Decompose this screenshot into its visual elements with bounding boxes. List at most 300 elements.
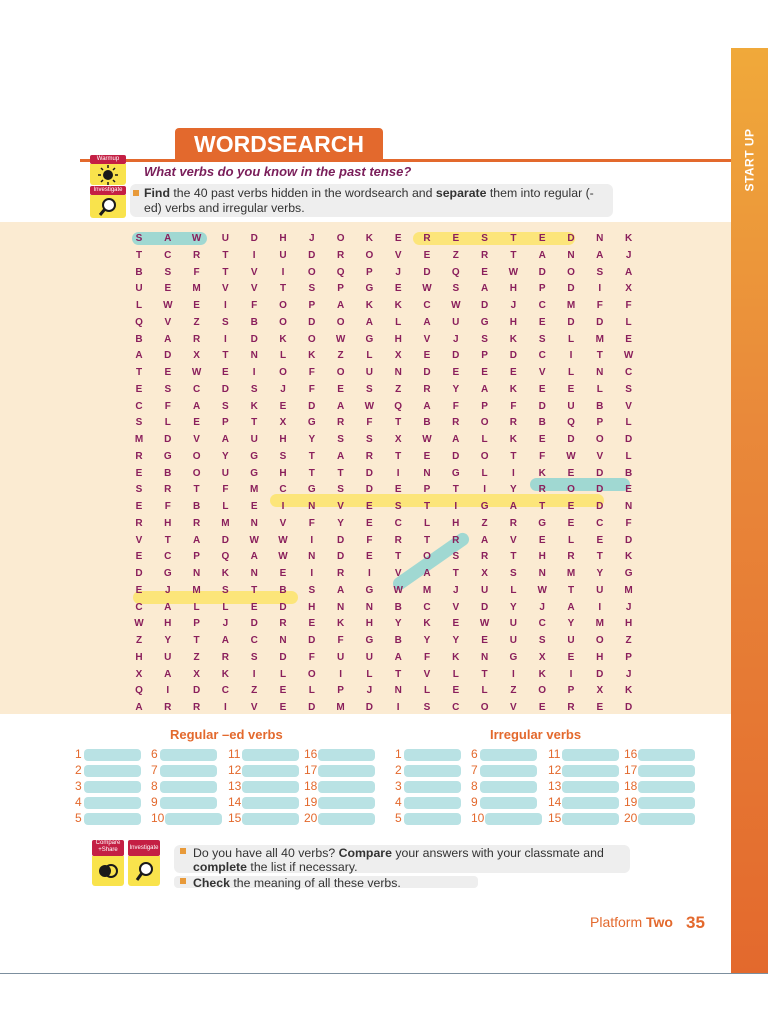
grid-letter[interactable]: A <box>336 400 345 412</box>
grid-letter[interactable]: L <box>625 417 632 429</box>
grid-letter[interactable]: J <box>395 266 401 278</box>
grid-letter[interactable]: E <box>538 383 546 395</box>
grid-letter[interactable]: R <box>423 383 431 395</box>
grid-letter[interactable]: D <box>538 266 546 278</box>
grid-letter[interactable]: K <box>394 300 402 311</box>
grid-letter[interactable]: Z <box>452 249 459 261</box>
grid-letter[interactable]: D <box>308 702 316 713</box>
grid-letter[interactable]: F <box>625 517 632 529</box>
grid-letter[interactable]: G <box>365 635 374 646</box>
grid-letter[interactable]: R <box>423 233 431 244</box>
grid-letter[interactable]: T <box>510 551 517 563</box>
grid-letter[interactable]: E <box>567 651 575 663</box>
grid-letter[interactable]: H <box>135 651 143 663</box>
grid-letter[interactable]: J <box>625 601 632 613</box>
grid-letter[interactable]: S <box>135 484 143 496</box>
grid-letter[interactable]: S <box>625 383 632 395</box>
grid-letter[interactable]: D <box>596 484 604 496</box>
grid-letter[interactable]: T <box>251 417 258 429</box>
grid-letter[interactable]: Z <box>193 651 200 663</box>
grid-letter[interactable]: Y <box>567 618 575 630</box>
grid-letter[interactable]: W <box>191 367 202 378</box>
grid-letter[interactable]: A <box>164 668 172 680</box>
grid-letter[interactable]: Y <box>308 434 316 445</box>
grid-letter[interactable]: W <box>249 534 259 546</box>
grid-letter[interactable]: J <box>309 233 315 244</box>
grid-letter[interactable]: X <box>394 350 402 362</box>
grid-letter[interactable]: C <box>624 367 633 378</box>
grid-letter[interactable]: L <box>279 350 287 362</box>
grid-letter[interactable]: M <box>192 283 201 295</box>
grid-letter[interactable]: M <box>250 484 259 496</box>
grid-letter[interactable]: A <box>164 333 172 345</box>
grid-letter[interactable]: T <box>395 668 402 680</box>
grid-letter[interactable]: D <box>279 601 287 613</box>
grid-letter[interactable]: U <box>452 316 460 328</box>
grid-letter[interactable]: L <box>366 668 373 680</box>
grid-letter[interactable]: S <box>250 383 258 395</box>
irregular-verb-blank[interactable] <box>562 797 619 809</box>
grid-letter[interactable]: R <box>452 417 460 429</box>
grid-letter[interactable]: H <box>164 618 172 630</box>
grid-letter[interactable]: I <box>224 702 227 713</box>
grid-letter[interactable]: K <box>624 233 633 244</box>
grid-letter[interactable]: R <box>480 551 489 563</box>
grid-letter[interactable]: B <box>624 467 633 479</box>
grid-letter[interactable]: H <box>164 517 172 529</box>
grid-letter[interactable]: B <box>135 266 143 278</box>
grid-letter[interactable]: T <box>395 450 402 462</box>
grid-letter[interactable]: B <box>394 635 402 646</box>
grid-letter[interactable]: S <box>135 417 143 429</box>
grid-letter[interactable]: A <box>336 300 345 311</box>
grid-letter[interactable]: B <box>423 417 431 429</box>
grid-letter[interactable]: P <box>193 618 200 630</box>
regular-verb-blank[interactable] <box>318 781 375 793</box>
grid-letter[interactable]: E <box>250 601 258 613</box>
grid-letter[interactable]: G <box>509 651 518 663</box>
grid-letter[interactable]: E <box>394 484 402 496</box>
grid-letter[interactable]: V <box>394 249 402 261</box>
grid-letter[interactable]: S <box>337 434 344 445</box>
grid-letter[interactable]: A <box>164 233 172 244</box>
grid-letter[interactable]: U <box>509 635 517 646</box>
grid-letter[interactable]: N <box>480 651 489 663</box>
grid-letter[interactable]: L <box>481 685 488 697</box>
grid-letter[interactable]: U <box>221 233 229 244</box>
grid-letter[interactable]: M <box>192 584 201 596</box>
grid-letter[interactable]: A <box>480 383 489 395</box>
grid-letter[interactable]: G <box>365 283 374 295</box>
grid-letter[interactable]: E <box>481 635 488 646</box>
grid-letter[interactable]: F <box>193 266 200 278</box>
grid-letter[interactable]: D <box>336 551 345 563</box>
grid-letter[interactable]: M <box>566 568 576 579</box>
grid-letter[interactable]: R <box>221 651 229 663</box>
grid-letter[interactable]: L <box>193 601 200 613</box>
grid-letter[interactable]: O <box>192 450 201 462</box>
grid-letter[interactable]: B <box>394 601 402 613</box>
grid-letter[interactable]: J <box>165 584 171 596</box>
grid-letter[interactable]: D <box>164 350 172 362</box>
grid-letter[interactable]: E <box>193 300 200 311</box>
grid-letter[interactable]: E <box>567 467 575 479</box>
grid-letter[interactable]: R <box>336 249 345 261</box>
grid-letter[interactable]: D <box>336 534 345 546</box>
grid-letter[interactable]: A <box>423 316 431 328</box>
grid-letter[interactable]: W <box>191 233 202 244</box>
grid-letter[interactable]: U <box>480 584 489 596</box>
grid-letter[interactable]: N <box>567 249 575 261</box>
regular-verb-blank[interactable] <box>160 797 217 809</box>
grid-letter[interactable]: D <box>624 534 633 546</box>
grid-letter[interactable]: K <box>509 383 517 395</box>
grid-letter[interactable]: E <box>366 501 373 512</box>
grid-letter[interactable]: A <box>423 568 431 579</box>
grid-letter[interactable]: R <box>164 484 172 496</box>
grid-letter[interactable]: L <box>510 584 517 596</box>
grid-letter[interactable]: O <box>336 233 345 244</box>
grid-letter[interactable]: H <box>279 467 287 479</box>
grid-letter[interactable]: F <box>596 300 603 311</box>
grid-letter[interactable]: H <box>509 283 517 295</box>
grid-letter[interactable]: E <box>279 400 287 412</box>
grid-letter[interactable]: V <box>250 702 258 713</box>
grid-letter[interactable]: P <box>538 283 546 295</box>
grid-letter[interactable]: M <box>422 584 432 596</box>
grid-letter[interactable]: Y <box>452 383 460 395</box>
grid-letter[interactable]: N <box>250 568 258 579</box>
grid-letter[interactable]: U <box>250 434 258 445</box>
grid-letter[interactable]: A <box>164 601 172 613</box>
grid-letter[interactable]: I <box>512 668 515 680</box>
grid-letter[interactable]: B <box>538 417 546 429</box>
grid-letter[interactable]: D <box>250 233 258 244</box>
grid-letter[interactable]: U <box>336 651 345 663</box>
grid-letter[interactable]: K <box>624 685 633 697</box>
grid-letter[interactable]: H <box>394 333 402 345</box>
grid-letter[interactable]: S <box>596 266 604 278</box>
grid-letter[interactable]: P <box>308 300 316 311</box>
grid-letter[interactable]: D <box>250 618 258 630</box>
grid-letter[interactable]: D <box>452 450 460 462</box>
grid-letter[interactable]: X <box>279 417 287 429</box>
grid-letter[interactable]: C <box>221 685 229 697</box>
grid-letter[interactable]: D <box>624 702 633 713</box>
grid-letter[interactable]: H <box>308 601 316 613</box>
grid-letter[interactable]: A <box>423 400 431 412</box>
grid-letter[interactable]: C <box>279 484 287 496</box>
grid-letter[interactable]: O <box>480 702 489 713</box>
grid-letter[interactable]: D <box>365 702 373 713</box>
grid-letter[interactable]: W <box>537 584 547 596</box>
grid-letter[interactable]: B <box>192 501 201 512</box>
grid-letter[interactable]: Y <box>510 484 517 496</box>
irregular-verb-blank[interactable] <box>404 765 461 777</box>
grid-letter[interactable]: D <box>452 350 460 362</box>
grid-letter[interactable]: S <box>538 333 546 345</box>
grid-letter[interactable]: E <box>250 501 258 512</box>
grid-letter[interactable]: Z <box>193 316 200 328</box>
grid-letter[interactable]: G <box>538 517 547 529</box>
grid-letter[interactable]: L <box>164 417 171 429</box>
regular-verb-blank[interactable] <box>84 749 141 761</box>
grid-letter[interactable]: A <box>480 283 489 295</box>
grid-letter[interactable]: B <box>164 467 172 479</box>
grid-letter[interactable]: W <box>335 333 346 345</box>
grid-letter[interactable]: C <box>538 350 546 362</box>
grid-letter[interactable]: K <box>624 551 633 563</box>
grid-letter[interactable]: D <box>567 316 575 328</box>
grid-letter[interactable]: S <box>481 333 488 345</box>
grid-letter[interactable]: F <box>164 501 171 512</box>
grid-letter[interactable]: T <box>567 584 575 596</box>
grid-letter[interactable]: E <box>394 233 402 244</box>
grid-letter[interactable]: E <box>135 501 143 512</box>
grid-letter[interactable]: V <box>250 283 258 295</box>
irregular-verb-blank[interactable] <box>404 813 461 825</box>
grid-letter[interactable]: E <box>135 383 143 395</box>
grid-letter[interactable]: S <box>308 584 316 596</box>
grid-letter[interactable]: I <box>310 568 314 579</box>
grid-letter[interactable]: E <box>567 501 575 512</box>
grid-letter[interactable]: R <box>365 450 373 462</box>
grid-letter[interactable]: V <box>250 266 258 278</box>
grid-letter[interactable]: O <box>192 467 201 479</box>
grid-letter[interactable]: I <box>512 467 515 479</box>
grid-letter[interactable]: F <box>539 450 546 462</box>
regular-verb-blank[interactable] <box>160 749 217 761</box>
grid-letter[interactable]: H <box>596 651 604 663</box>
grid-letter[interactable]: P <box>481 400 488 412</box>
grid-letter[interactable]: G <box>250 467 259 479</box>
grid-letter[interactable]: V <box>279 517 287 529</box>
grid-letter[interactable]: J <box>280 383 286 395</box>
grid-letter[interactable]: G <box>365 584 374 596</box>
grid-letter[interactable]: A <box>192 400 201 412</box>
grid-letter[interactable]: Y <box>164 635 172 646</box>
grid-letter[interactable]: E <box>279 702 287 713</box>
grid-letter[interactable]: K <box>250 400 258 412</box>
grid-letter[interactable]: G <box>624 568 633 579</box>
grid-letter[interactable]: I <box>252 249 256 261</box>
irregular-verb-blank[interactable] <box>562 781 619 793</box>
irregular-verb-blank[interactable] <box>485 813 542 825</box>
grid-letter[interactable]: E <box>366 551 373 563</box>
grid-letter[interactable]: C <box>538 300 546 311</box>
grid-letter[interactable]: H <box>452 517 460 529</box>
grid-letter[interactable]: B <box>250 316 258 328</box>
grid-letter[interactable]: E <box>567 383 575 395</box>
grid-letter[interactable]: A <box>192 534 201 546</box>
grid-letter[interactable]: F <box>366 417 373 429</box>
grid-letter[interactable]: W <box>134 618 144 630</box>
grid-letter[interactable]: Z <box>395 383 402 395</box>
grid-letter[interactable]: A <box>480 534 489 546</box>
grid-letter[interactable]: J <box>625 668 632 680</box>
grid-letter[interactable]: Q <box>451 266 460 278</box>
grid-letter[interactable]: A <box>509 501 517 512</box>
grid-letter[interactable]: W <box>623 350 634 362</box>
grid-letter[interactable]: H <box>365 618 373 630</box>
grid-letter[interactable]: T <box>164 534 171 546</box>
grid-letter[interactable]: D <box>567 434 575 445</box>
grid-letter[interactable]: L <box>625 450 632 462</box>
grid-letter[interactable]: K <box>538 668 546 680</box>
grid-letter[interactable]: J <box>222 618 229 630</box>
grid-letter[interactable]: Y <box>452 635 460 646</box>
grid-letter[interactable]: R <box>538 484 546 496</box>
grid-letter[interactable]: C <box>164 249 172 261</box>
grid-letter[interactable]: N <box>365 601 373 613</box>
grid-letter[interactable]: D <box>596 501 604 512</box>
grid-letter[interactable]: E <box>510 367 517 378</box>
grid-letter[interactable]: O <box>336 367 345 378</box>
grid-letter[interactable]: Z <box>625 635 632 646</box>
grid-letter[interactable]: W <box>479 618 490 630</box>
grid-letter[interactable]: D <box>308 400 316 412</box>
grid-letter[interactable]: O <box>336 316 345 328</box>
grid-letter[interactable]: K <box>509 434 517 445</box>
grid-letter[interactable]: K <box>423 618 431 630</box>
grid-letter[interactable]: R <box>135 517 143 529</box>
grid-letter[interactable]: B <box>135 333 143 345</box>
grid-letter[interactable]: L <box>135 300 143 311</box>
grid-letter[interactable]: M <box>566 300 576 311</box>
grid-letter[interactable]: O <box>480 417 489 429</box>
grid-letter[interactable]: C <box>250 635 258 646</box>
grid-letter[interactable]: S <box>394 501 402 512</box>
grid-letter[interactable]: S <box>222 316 229 328</box>
grid-letter[interactable]: E <box>394 283 402 295</box>
grid-letter[interactable]: G <box>163 568 172 579</box>
grid-letter[interactable]: P <box>625 651 632 663</box>
grid-letter[interactable]: I <box>281 501 285 512</box>
grid-letter[interactable]: K <box>308 350 316 362</box>
grid-letter[interactable]: R <box>192 249 201 261</box>
grid-letter[interactable]: K <box>221 568 229 579</box>
grid-letter[interactable]: F <box>251 300 258 311</box>
grid-letter[interactable]: L <box>423 685 431 697</box>
grid-letter[interactable]: L <box>567 333 575 345</box>
grid-letter[interactable]: R <box>164 702 172 713</box>
grid-letter[interactable]: J <box>453 584 459 596</box>
grid-letter[interactable]: T <box>481 668 488 680</box>
grid-letter[interactable]: V <box>193 434 200 445</box>
grid-letter[interactable]: A <box>596 249 604 261</box>
grid-letter[interactable]: O <box>365 249 374 261</box>
grid-letter[interactable]: O <box>567 484 575 496</box>
grid-letter[interactable]: R <box>192 333 201 345</box>
grid-letter[interactable]: F <box>452 400 459 412</box>
grid-letter[interactable]: K <box>509 333 517 345</box>
grid-letter[interactable]: B <box>596 400 604 412</box>
grid-letter[interactable]: B <box>279 584 287 596</box>
grid-letter[interactable]: J <box>625 249 632 261</box>
grid-letter[interactable]: L <box>222 601 229 613</box>
grid-letter[interactable]: S <box>452 551 460 563</box>
grid-letter[interactable]: Z <box>251 685 258 697</box>
grid-letter[interactable]: X <box>135 668 143 680</box>
grid-letter[interactable]: P <box>423 484 431 496</box>
grid-letter[interactable]: I <box>224 300 227 311</box>
grid-letter[interactable]: R <box>509 417 517 429</box>
grid-letter[interactable]: U <box>567 635 575 646</box>
grid-letter[interactable]: E <box>596 534 604 546</box>
grid-letter[interactable]: D <box>308 316 316 328</box>
grid-letter[interactable]: X <box>481 568 488 579</box>
grid-letter[interactable]: N <box>624 501 633 512</box>
grid-letter[interactable]: E <box>164 283 172 295</box>
grid-letter[interactable]: Q <box>394 400 403 412</box>
grid-letter[interactable]: T <box>222 266 229 278</box>
grid-letter[interactable]: V <box>538 367 546 378</box>
irregular-verb-blank[interactable] <box>480 749 537 761</box>
grid-letter[interactable]: C <box>596 517 604 529</box>
grid-letter[interactable]: V <box>337 501 344 512</box>
grid-letter[interactable]: E <box>625 484 632 496</box>
grid-letter[interactable]: R <box>135 450 143 462</box>
grid-letter[interactable]: R <box>509 517 517 529</box>
grid-letter[interactable]: C <box>135 601 143 613</box>
grid-letter[interactable]: S <box>366 434 373 445</box>
grid-letter[interactable]: V <box>423 668 431 680</box>
irregular-verb-blank[interactable] <box>480 781 537 793</box>
grid-letter[interactable]: D <box>423 367 431 378</box>
grid-letter[interactable]: O <box>279 367 287 378</box>
grid-letter[interactable]: I <box>569 668 573 680</box>
grid-letter[interactable]: P <box>337 283 344 295</box>
grid-letter[interactable]: S <box>366 383 373 395</box>
regular-verb-blank[interactable] <box>318 797 375 809</box>
grid-letter[interactable]: P <box>567 685 575 697</box>
grid-letter[interactable]: O <box>279 316 287 328</box>
irregular-verb-blank[interactable] <box>404 797 461 809</box>
grid-letter[interactable]: Q <box>135 685 143 697</box>
grid-letter[interactable]: T <box>452 484 459 496</box>
grid-letter[interactable]: D <box>164 434 172 445</box>
grid-letter[interactable]: S <box>250 651 258 663</box>
regular-verb-blank[interactable] <box>84 797 141 809</box>
grid-letter[interactable]: A <box>538 249 546 261</box>
grid-letter[interactable]: N <box>192 568 201 579</box>
grid-letter[interactable]: A <box>624 266 633 278</box>
grid-letter[interactable]: L <box>452 668 459 680</box>
grid-letter[interactable]: F <box>625 300 632 311</box>
grid-letter[interactable]: Z <box>510 685 517 697</box>
grid-letter[interactable]: I <box>281 266 285 278</box>
grid-letter[interactable]: A <box>135 702 143 713</box>
grid-letter[interactable]: E <box>193 417 200 429</box>
grid-letter[interactable]: V <box>423 333 431 345</box>
grid-letter[interactable]: N <box>279 635 287 646</box>
grid-letter[interactable]: O <box>307 266 316 278</box>
grid-letter[interactable]: Y <box>423 635 431 646</box>
grid-letter[interactable]: M <box>221 517 230 529</box>
grid-letter[interactable]: J <box>453 333 459 345</box>
grid-letter[interactable]: P <box>337 685 344 697</box>
grid-letter[interactable]: U <box>596 584 604 596</box>
grid-letter[interactable]: V <box>135 534 143 546</box>
grid-letter[interactable]: O <box>567 266 575 278</box>
grid-letter[interactable]: G <box>480 316 489 328</box>
grid-letter[interactable]: A <box>221 635 229 646</box>
grid-letter[interactable]: E <box>423 350 431 362</box>
grid-letter[interactable]: C <box>394 517 402 529</box>
grid-letter[interactable]: I <box>396 467 400 479</box>
grid-letter[interactable]: H <box>279 434 287 445</box>
grid-letter[interactable]: I <box>598 601 602 613</box>
